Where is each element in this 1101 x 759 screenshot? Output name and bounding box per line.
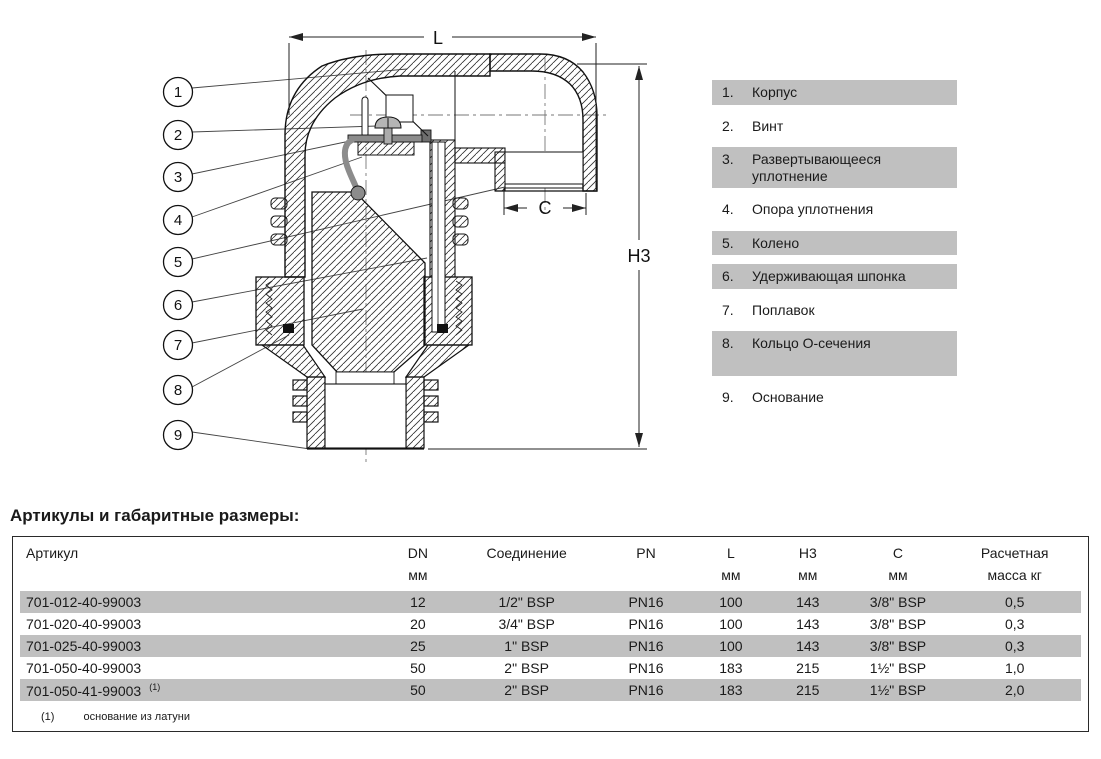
cell-artikul: 701-012-40-99003 [26,594,142,610]
parts-legend [712,80,957,409]
legend-num: 2. [722,117,734,134]
retaining-key [421,130,431,142]
cell-dn: 50 [410,660,426,676]
legend-label: Винт [752,117,784,134]
cell-h3: 143 [796,616,820,632]
footnote-marker: (1) [41,711,55,723]
dim-label-H3: H3 [627,246,651,266]
table-footnote [41,711,1088,723]
cell-l: 183 [719,660,743,676]
legend-item-4 [712,197,957,222]
legend-label: Корпус [752,84,798,100]
cell-h3: 143 [796,638,820,654]
cell-mass: 0,3 [1004,616,1025,632]
callout-2: 2 [173,127,183,144]
hex-section-right [424,277,472,345]
outlet-thread-bore [505,152,583,184]
dimensions-table [20,539,1081,701]
header-artikul: Артикул [26,545,79,561]
seal-tip [351,186,365,200]
cell-h3: 215 [796,682,820,698]
table-title: Артикулы и габаритные размеры: [10,506,300,525]
cell-c: 3/8" BSP [869,616,927,632]
callout-7: 7 [173,337,183,354]
body-thread-ribs-left [271,198,287,245]
dimensions-section [0,498,1101,732]
cell-connection: 2" BSP [504,682,549,698]
cell-l: 100 [719,616,743,632]
cell-artikul: 701-050-40-99003 [26,660,142,676]
cell-connection: 1/2" BSP [498,594,555,610]
o-ring-left [283,324,294,333]
legend-label: Развертывающееся уплотнение [752,151,882,184]
dimension-H3 [428,64,647,449]
legend-label: Кольцо О-сечения [752,335,871,352]
table-row [20,635,1081,657]
cell-dn: 20 [410,616,426,632]
cell-pn: PN16 [628,616,664,632]
valve-drawing [0,0,710,498]
header-connection: Соединение [486,545,567,561]
header-mass: Расчетная [980,545,1049,561]
legend-num: 4. [722,201,734,218]
dim-label-L: L [432,28,444,48]
cell-artikul: 701-020-40-99003 [26,616,142,632]
cell-l: 100 [719,638,743,654]
legend-item-6 [712,264,957,289]
legend-num: 6. [722,268,734,285]
legend-item-1 [712,80,957,105]
table-row [20,657,1081,679]
legend-item-9 [712,385,957,410]
legend-num: 9. [722,388,734,405]
rolling-seal [345,140,357,190]
legend-num: 8. [722,335,734,352]
unit-l: мм [721,567,741,583]
guide-tube [432,142,445,332]
cell-dn: 25 [410,638,426,654]
cell-mass: 0,5 [1004,594,1025,610]
dimensions-table-frame [12,536,1089,732]
cell-c: 3/8" BSP [869,638,927,654]
guide-pin [362,97,368,137]
legend-item-8 [712,331,957,376]
unit-c: мм [888,567,908,583]
cell-h3: 143 [796,594,820,610]
header-dn: DN [407,545,428,561]
table-row [20,591,1081,613]
body-thread-ribs-right [453,198,468,245]
cell-c: 1½" BSP [869,660,927,676]
cell-dn: 12 [410,594,426,610]
cell-connection: 3/4" BSP [498,616,555,632]
callout-8: 8 [173,382,183,399]
cell-mass: 0,3 [1004,638,1025,654]
legend-item-5 [712,231,957,256]
legend-item-2 [712,114,957,139]
units-row [20,563,1081,591]
cell-connection: 2" BSP [504,660,549,676]
callout-9: 9 [173,427,183,444]
cell-mass: 2,0 [1004,682,1025,698]
cell-h3: 215 [796,660,820,676]
cell-pn: PN16 [628,594,664,610]
header-h3: H3 [798,545,817,561]
cell-pn: PN16 [628,638,664,654]
dim-label-C: C [538,198,552,218]
callout-4: 4 [173,212,183,229]
screw-shaft [384,128,392,144]
cell-mass: 1,0 [1004,660,1025,676]
callout-6: 6 [173,297,183,314]
float [312,192,425,372]
table-row [20,613,1081,635]
legend-label: Удерживающая шпонка [752,268,906,285]
callout-1: 1 [173,84,183,101]
legend-label: Основание [752,388,824,405]
cell-artikul: 701-025-40-99003 [26,638,142,654]
cell-artikul: 701-050-41-99003 $^{(1)}$ [26,681,161,699]
cell-pn: PN16 [628,660,664,676]
header-c: C [892,545,904,561]
legend-label: Поплавок [752,301,815,318]
header-pn: PN [636,545,656,561]
legend-item-3 [712,147,957,188]
legend-num: 1. [722,84,734,100]
cell-pn: PN16 [628,682,664,698]
unit-h3: мм [798,567,818,583]
callout-balloons [164,78,193,450]
cell-l: 183 [719,682,743,698]
cell-dn: 50 [410,682,426,698]
cell-connection: 1" BSP [504,638,549,654]
legend-item-7 [712,298,957,323]
cell-c: 3/8" BSP [869,594,927,610]
legend-num: 7. [722,301,734,318]
base-seat [336,372,394,384]
hex-section-left [256,277,304,345]
callout-5: 5 [173,254,183,271]
callout-3: 3 [173,169,183,186]
legend-num: 5. [722,234,734,251]
cell-c: 1½" BSP [869,682,927,698]
o-ring-right [437,324,448,333]
base-bore [325,384,406,448]
table-row [20,679,1081,701]
legend-label: Колено [752,234,800,251]
header-row [20,539,1081,563]
unit-dn: мм [408,567,428,583]
outlet-socket-wall [495,152,505,191]
legend-label: Опора уплотнения [752,201,874,218]
cell-l: 100 [719,594,743,610]
footnote-marker: (1) [149,681,161,692]
unit-mass: масса кг [987,567,1042,583]
footnote-text: основание из латуни [83,711,190,723]
legend-num: 3. [722,151,734,168]
header-l: L [726,545,735,561]
